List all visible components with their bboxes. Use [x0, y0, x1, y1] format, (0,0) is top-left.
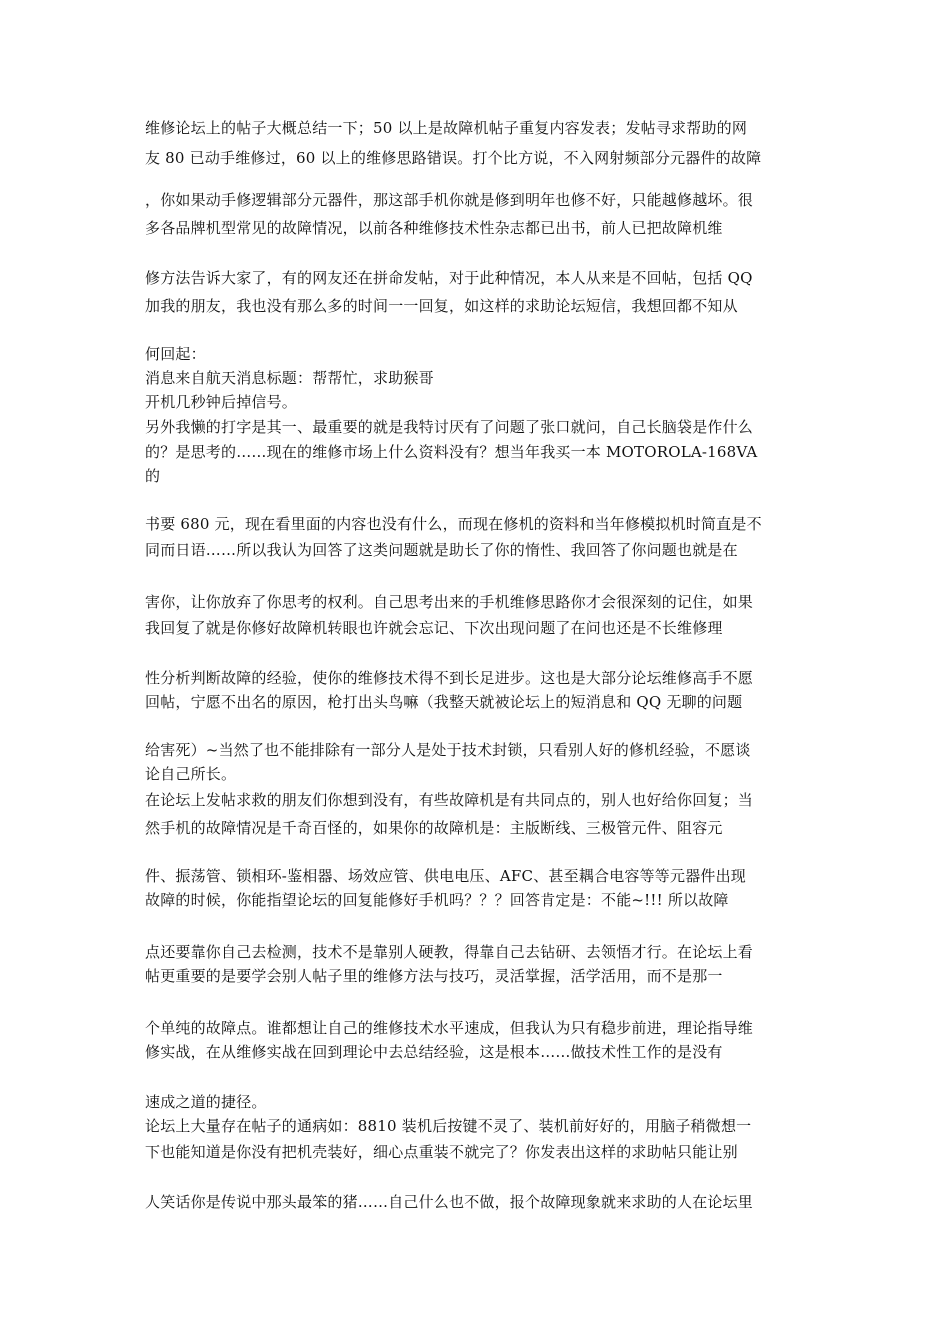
text-line: 下也能知道是你没有把机壳装好，细心点重装不就完了？你发表出这样的求助帖只能让别 — [145, 1143, 738, 1161]
text-line: 友 80 已动手维修过，60 以上的维修思路错误。打个比方说，不入网射频部分元器件的故障 — [145, 149, 762, 167]
text-line: 性分析判断故障的经验，使你的维修技术得不到长足进步。这也是大部分论坛维修高手不愿 — [145, 669, 754, 687]
text-line: 故障的时候，你能指望论坛的回复能修好手机吗？？？回答肯定是：不能~!!! 所以故障 — [145, 891, 729, 909]
text-line: 消息来自航天消息标题：帮帮忙，求助猴哥 — [145, 369, 434, 387]
text-line: 同而日语……所以我认为回答了这类问题就是助长了你的惰性、我回答了你问题也就是在 — [145, 541, 738, 559]
text-line: 我回复了就是你修好故障机转眼也许就会忘记、下次出现问题了在问也还是不长维修理 — [145, 619, 723, 637]
text-line: 然手机的故障情况是千奇百怪的，如果你的故障机是：主版断线、三极管元件、阻容元 — [145, 819, 723, 837]
text-line: 害你，让你放弃了你思考的权利。自己思考出来的手机维修思路你才会很深刻的记住，如果 — [145, 593, 754, 611]
text-line: 人笑话你是传说中那头最笨的猪……自己什么也不做，报个故障现象就来求助的人在论坛里 — [145, 1193, 754, 1211]
text-line: 加我的朋友，我也没有那么多的时间一一回复，如这样的求助论坛短信，我想回都不知从 — [145, 297, 738, 315]
text-line: 维修论坛上的帖子大概总结一下；50 以上是故障机帖子重复内容发表；发帖寻求帮助的网 — [145, 119, 748, 137]
text-line: 开机几秒钟后掉信号。 — [145, 393, 298, 411]
text-line: 另外我懒的打字是其一、最重要的就是我特讨厌有了问题了张口就问，自己长脑袋是作什么 — [145, 418, 754, 436]
text-line: 个单纯的故障点。谁都想让自己的维修技术水平速成，但我认为只有稳步前进，理论指导维 — [145, 1019, 754, 1037]
text-line: ，你如果动手修逻辑部分元器件，那这部手机你就是修到明年也修不好，只能越修越坏。很 — [145, 191, 754, 209]
text-line: 何回起： — [145, 345, 206, 363]
text-line: 在论坛上发帖求救的朋友们你想到没有，有些故障机是有共同点的，别人也好给你回复；当 — [145, 791, 754, 809]
text-line: 给害死）~当然了也不能排除有一部分人是处于技术封锁，只看别人好的修机经验，不愿谈 — [145, 741, 751, 759]
text-line: 修实战，在从维修实战在回到理论中去总结经验，这是根本……做技术性工作的是没有 — [145, 1043, 723, 1061]
text-line: 的 — [145, 467, 161, 485]
text-line: 多各品牌机型常见的故障情况，以前各种维修技术性杂志都已出书，前人已把故障机维 — [145, 219, 723, 237]
text-line: 点还要靠你自己去检测，技术不是靠别人硬教，得靠自己去钻研、去领悟才行。在论坛上看 — [145, 943, 754, 961]
text-line: 修方法告诉大家了，有的网友还在拼命发帖，对于此种情况，本人从来是不回帖，包括 QQ — [145, 269, 753, 287]
text-line: 的？是思考的……现在的维修市场上什么资料没有？想当年我买一本 MOTOROLA-168VA — [145, 443, 758, 461]
text-line: 回帖，宁愿不出名的原因，枪打出头鸟嘛（我整天就被论坛上的短消息和 QQ 无聊的问题 — [145, 693, 743, 711]
text-line: 件、振荡管、锁相环-鉴相器、场效应管、供电电压、AFC、甚至耦合电容等等元器件出现 — [145, 867, 746, 885]
text-line: 帖更重要的是要学会别人帖子里的维修方法与技巧，灵活掌握，活学活用，而不是那一 — [145, 967, 723, 985]
text-line: 论自己所长。 — [145, 765, 237, 783]
text-line: 书要 680 元，现在看里面的内容也没有什么，而现在修机的资料和当年修模拟机时简直是不 — [145, 515, 762, 533]
text-line: 论坛上大量存在帖子的通病如：8810 装机后按键不灵了、装机前好好的，用脑子稍微想一 — [145, 1117, 752, 1135]
text-line: 速成之道的捷径。 — [145, 1093, 267, 1111]
